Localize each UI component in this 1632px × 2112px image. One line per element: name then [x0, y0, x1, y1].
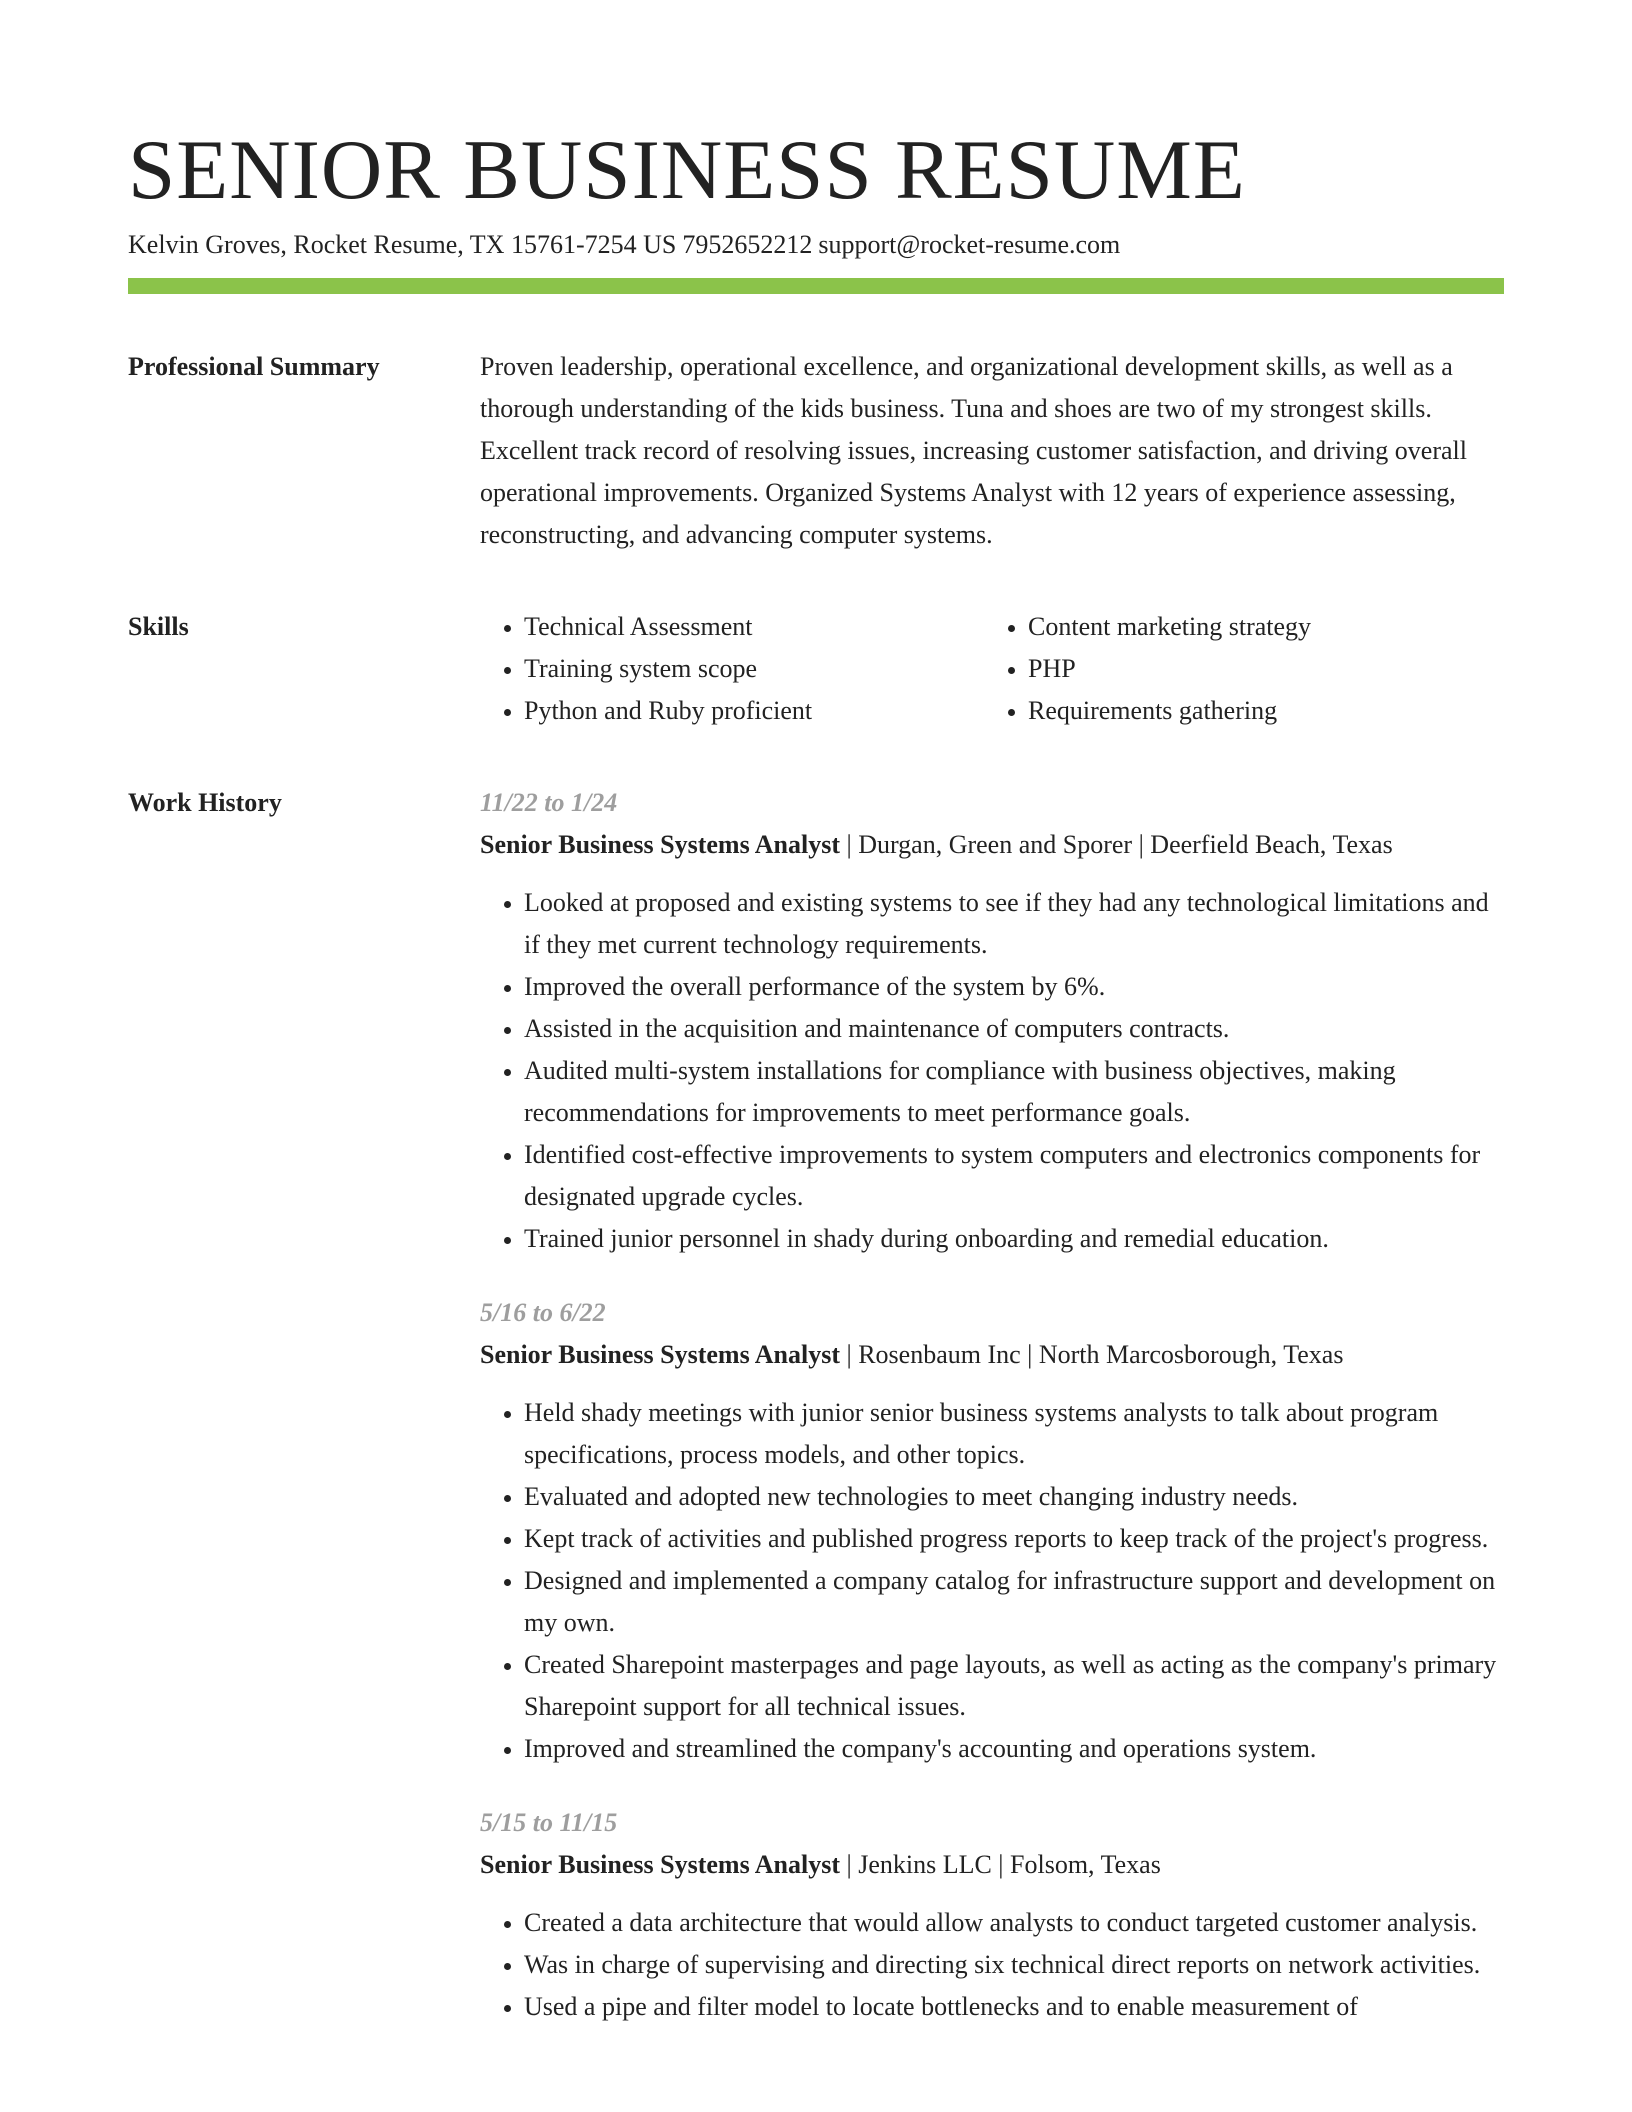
job-entry	[480, 782, 1504, 1260]
job-details: | Rosenbaum Inc | North Marcosborough, Texas	[840, 1340, 1344, 1369]
job-bullet: • Evaluated and adopted new technologies to meet changing industry needs.	[524, 1476, 1504, 1518]
job-bullet: • Improved and streamlined the company's accounting and operations system.	[524, 1728, 1504, 1770]
job-title: Senior Business Systems Analyst	[480, 1850, 840, 1879]
work-history-body	[480, 782, 1504, 2060]
resume-page	[128, 120, 1504, 2060]
contact-name-location: Kelvin Groves, Rocket Resume, TX 15761-7254 US	[128, 230, 677, 259]
job-heading	[480, 1334, 1504, 1376]
job-bullet: • Was in charge of supervising and directing six technical direct reports on network activities.	[524, 1944, 1504, 1986]
job-bullet: • Identified cost-effective improvements to system computers and electronics components for designated upgrade cycles.	[524, 1134, 1504, 1218]
summary-text: Proven leadership, operational excellence, and organizational development skills, as well as a thorough understanding of the kids business. Tuna and shoes are two of my strongest skills. Excellent track record of resolving issues, increasing customer satisfaction, and driving overall operational improvements. Organized Systems Analyst with 12 years of experience assessing, reconstructing, and advancing computer systems.	[480, 352, 1467, 549]
summary-body	[480, 346, 1504, 556]
job-title: Senior Business Systems Analyst	[480, 1340, 840, 1369]
job-bullet: • Designed and implemented a company catalog for infrastructure support and development on my own.	[524, 1560, 1504, 1644]
skills-body	[480, 606, 1504, 732]
skill-item: • Training system scope	[524, 648, 984, 690]
resume-title: SENIOR BUSINESS RESUME	[128, 123, 1246, 217]
skill-item: • PHP	[1028, 648, 1488, 690]
job-bullet: • Held shady meetings with junior senior business systems analysts to talk about program specifications, process models, and other topics.	[524, 1392, 1504, 1476]
header-divider	[128, 278, 1504, 294]
job-entry	[480, 1292, 1504, 1770]
job-entry	[480, 1802, 1504, 2028]
job-bullet: • Used a pipe and filter model to locate bottlenecks and to enable measurement of	[524, 1986, 1504, 2028]
job-bullet: • Kept track of activities and published progress reports to keep track of the project's progress.	[524, 1518, 1504, 1560]
work-history-section	[128, 782, 1504, 2060]
skill-item: • Requirements gathering	[1028, 690, 1488, 732]
job-bullet: • Assisted in the acquisition and maintenance of computers contracts.	[524, 1008, 1504, 1050]
skill-item: • Content marketing strategy	[1028, 606, 1488, 648]
job-bullet: • Created a data architecture that would allow analysts to conduct targeted customer analysis.	[524, 1902, 1504, 1944]
summary-section	[128, 346, 1504, 556]
job-details: | Jenkins LLC | Folsom, Texas	[840, 1850, 1161, 1879]
skills-label: Skills	[128, 612, 189, 641]
job-dates: 5/15 to 11/15	[480, 1808, 618, 1837]
skill-item: • Python and Ruby proficient	[524, 690, 984, 732]
job-heading	[480, 1844, 1504, 1886]
job-bullets	[480, 1392, 1504, 1770]
job-dates: 11/22 to 1/24	[480, 788, 618, 817]
skills-section	[128, 606, 1504, 732]
job-bullet: • Trained junior personnel in shady during onboarding and remedial education.	[524, 1218, 1504, 1260]
job-bullet: • Looked at proposed and existing systems to see if they had any technological limitations and if they met current technology requirements.	[524, 882, 1504, 966]
job-dates: 5/16 to 6/22	[480, 1298, 606, 1327]
contact-line	[128, 228, 1504, 262]
job-bullets	[480, 1902, 1504, 2028]
skills-list-right	[984, 606, 1488, 732]
summary-label: Professional Summary	[128, 352, 380, 381]
work-history-label: Work History	[128, 788, 282, 817]
job-heading	[480, 824, 1504, 866]
contact-email: support@rocket-resume.com	[818, 230, 1121, 259]
skill-item: • Technical Assessment	[524, 606, 984, 648]
job-bullet: • Audited multi-system installations for compliance with business objectives, making recommendations for improvements to meet performance goals.	[524, 1050, 1504, 1134]
job-title: Senior Business Systems Analyst	[480, 830, 840, 859]
skills-list-left	[480, 606, 984, 732]
job-bullet: • Improved the overall performance of the system by 6%.	[524, 966, 1504, 1008]
job-details: | Durgan, Green and Sporer | Deerfield Beach, Texas	[840, 830, 1393, 859]
job-bullets	[480, 882, 1504, 1260]
job-bullet: • Created Sharepoint masterpages and page layouts, as well as acting as the company's primary Sharepoint support for all technical issues.	[524, 1644, 1504, 1728]
contact-phone: 7952652212	[682, 230, 813, 259]
